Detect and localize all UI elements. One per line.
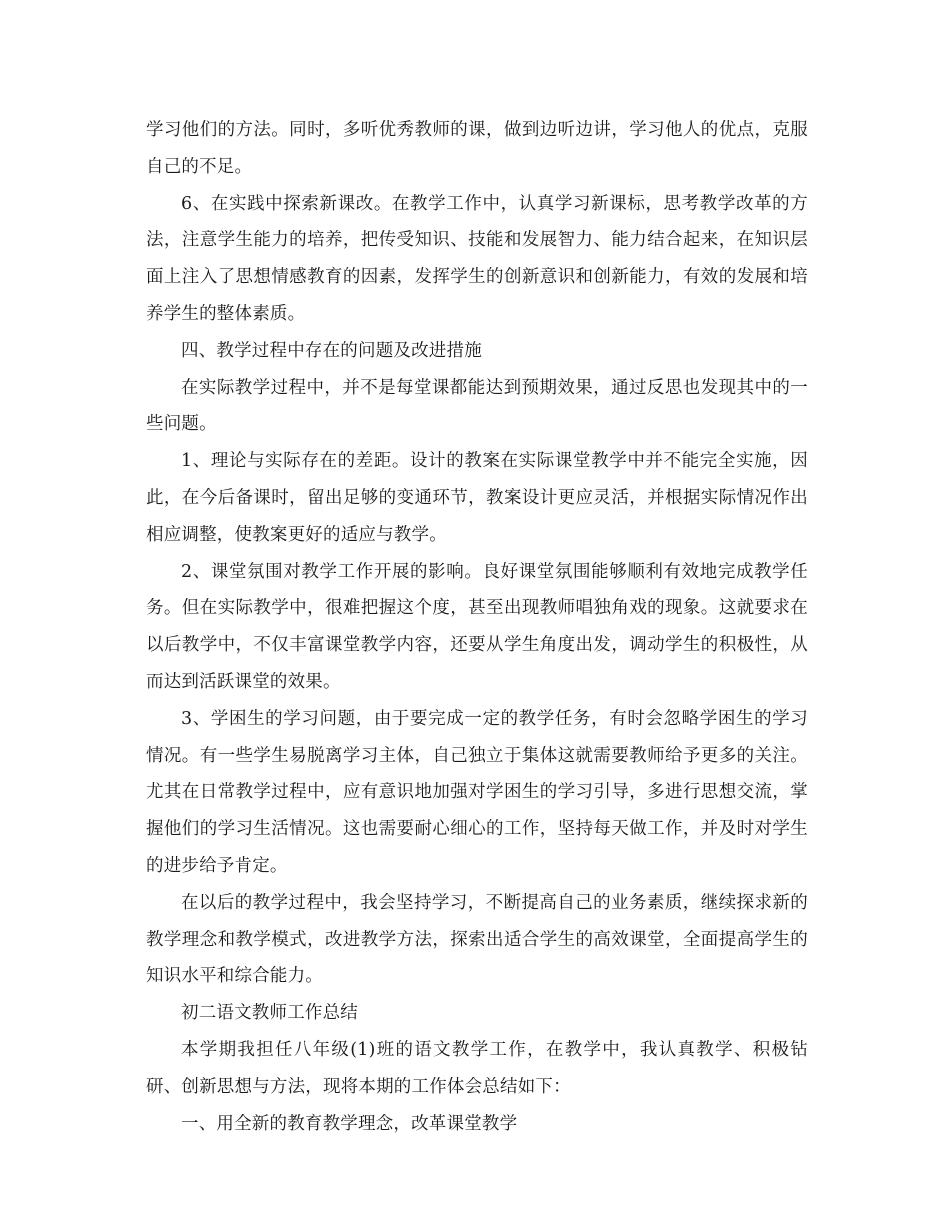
- paragraph-item-2: 2、课堂氛围对教学工作开展的影响。良好课堂氛围能够顺利有效地完成教学任务。但在实际教学中，很难把握这个度，甚至出现教师唱独角戏的现象。这就要求在以后教学中，不仅丰富课堂教学内容，还要从学生角度出发，调动学生的积极性，从而达到活跃课堂的效果。: [146, 561, 808, 692]
- document-subtitle: 初二语文教师工作总结: [181, 1003, 358, 1024]
- paragraph-item-6: 6、在实践中探索新课改。在教学工作中，认真学习新课标，思考教学改革的方法，注意学生能力的培养，把传受知识、技能和发展智力、能力结合起来，在知识层面上注入了思想情感教育的因素，发挥学生的创新意识和创新能力，有效的发展和培养学生的整体素质。: [146, 193, 808, 324]
- section-heading-1: 一、用全新的教育教学理念，改革课堂教学: [181, 1113, 518, 1134]
- paragraph-continuation: 学习他们的方法。同时，多听优秀教师的课，做到边听边讲，学习他人的优点，克服自己的不足。: [146, 120, 808, 177]
- section-heading-4: 四、教学过程中存在的问题及改进措施: [181, 340, 482, 361]
- paragraph-item-3: 3、学困生的学习问题，由于要完成一定的教学任务，有时会忽略学困生的学习情况。有一些学生易脱离学习主体，自己独立于集体这就需要教师给予更多的关注。尤其在日常教学过程中，应有意识地加强对学困生的学习引导，多进行思想交流，掌握他们的学习生活情况。这也需要耐心细心的工作，坚持每天做工作，并及时对学生的进步给予肯定。: [146, 708, 808, 876]
- paragraph-intro-summary: 本学期我担任八年级(1)班的语文教学工作，在教学中，我认真教学、积极钻研、创新思想与方法，现将本期的工作体会总结如下：: [146, 1039, 808, 1097]
- document-body: [146, 112, 808, 1142]
- paragraph-intro-problems: 在实际教学过程中，并不是每堂课都能达到预期效果，通过反思也发现其中的一些问题。: [146, 377, 808, 435]
- paragraph-conclusion: 在以后的教学过程中，我会坚持学习，不断提高自己的业务素质，继续探求新的教学理念和教学模式，改进教学方法，探索出适合学生的高效课堂，全面提高学生的知识水平和综合能力。: [146, 892, 808, 987]
- paragraph-item-1: 1、理论与实际存在的差距。设计的教案在实际课堂教学中并不能完全实施，因此，在今后备课时，留出足够的变通环节，教案设计更应灵活，并根据实际情况作出相应调整，使教案更好的适应与教学。: [146, 451, 808, 545]
